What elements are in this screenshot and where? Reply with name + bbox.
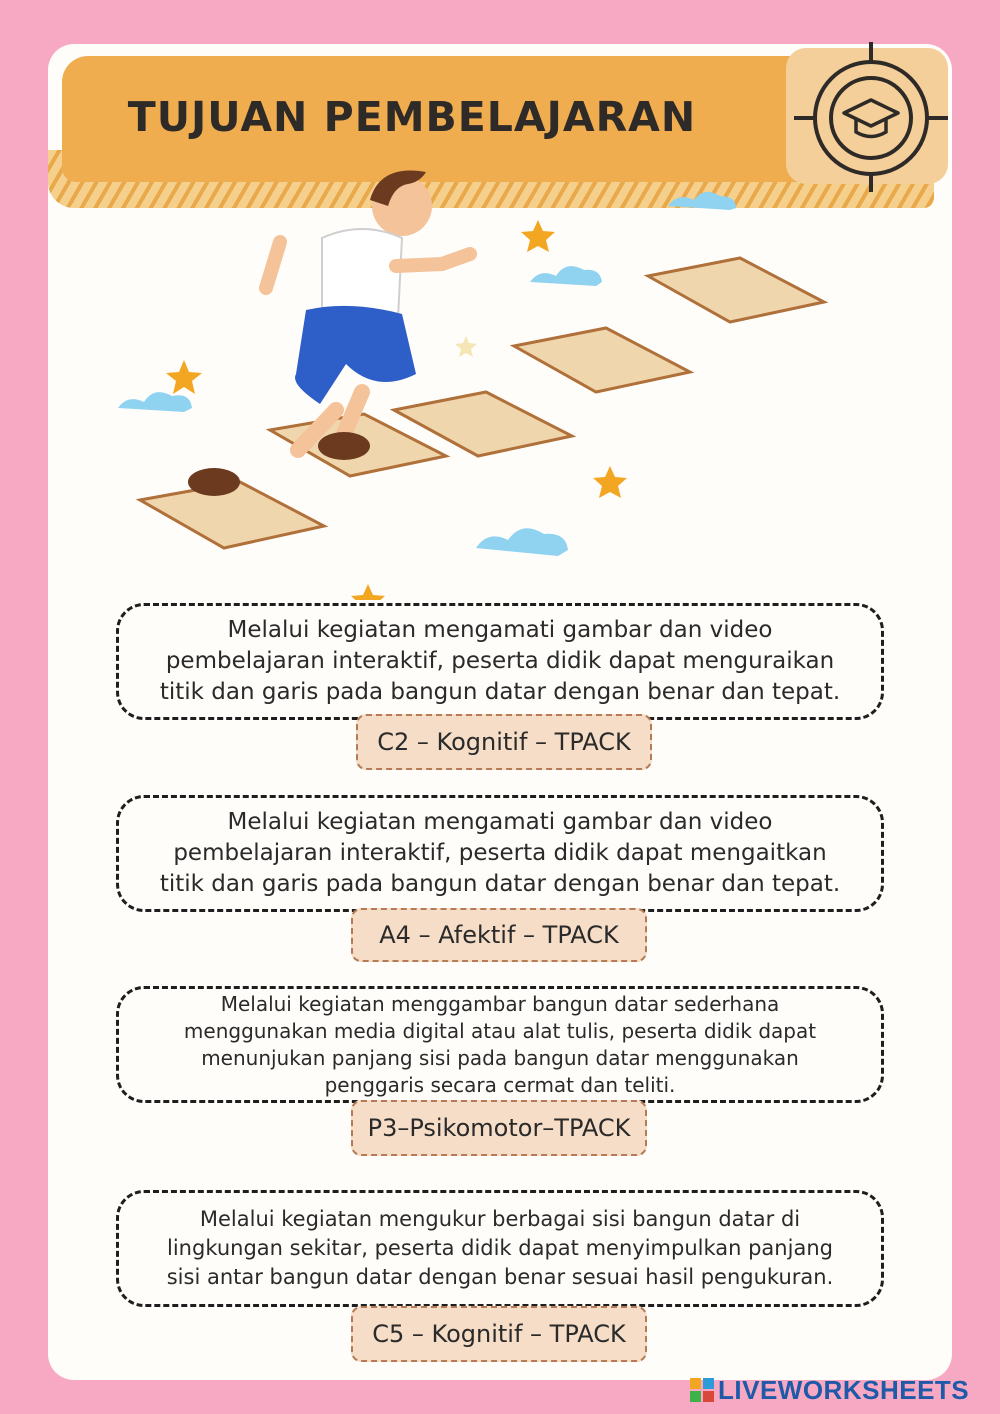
objective-box-3 (116, 986, 884, 1103)
objective-text-3: Melalui kegiatan menggambar bangun datar sederhana menggunakan media digital atau alat tulis, peserta didik dapat menunjukan panjang sisi pada bangun datar menggunakan penggaris secara cermat dan teliti. (183, 991, 817, 1097)
boy-running-on-books-icon (100, 160, 860, 600)
objective-box-4 (116, 1190, 884, 1307)
page-title: TUJUAN PEMBELAJARAN (127, 93, 697, 141)
objective-text-4: Melalui kegiatan mengukur berbagai sisi bangun datar di lingkungan sekitar, peserta didik dapat menyimpulkan panjang sisi antar bangun datar dengan benar sesuai hasil pengukuran. (166, 1207, 834, 1289)
objective-tag-3: P3–Psikomotor–TPACK (351, 1100, 647, 1156)
objective-box-2 (116, 795, 884, 912)
objective-text-1: Melalui kegiatan mengamati gambar dan video pembelajaran interaktif, peserta didik dapat menguraikan titik dan garis pada bangun datar dengan benar dan tepat. (159, 617, 841, 705)
objective-text-2: Melalui kegiatan mengamati gambar dan video pembelajaran interaktif, peserta didik dapat mengaitkan titik dan garis pada bangun datar dengan benar dan tepat. (159, 809, 841, 897)
objective-box-1 (116, 603, 884, 720)
liveworksheets-brand: LIVEWORKSHEETS (718, 1374, 970, 1405)
liveworksheets-emblem-icon (690, 1378, 714, 1402)
objective-tag-1: C2 – Kognitif – TPACK (356, 714, 652, 770)
objective-tag-4: C5 – Kognitif – TPACK (351, 1306, 647, 1362)
liveworksheets-logo (690, 1374, 970, 1405)
objective-tag-2: A4 – Afektif – TPACK (351, 908, 647, 962)
